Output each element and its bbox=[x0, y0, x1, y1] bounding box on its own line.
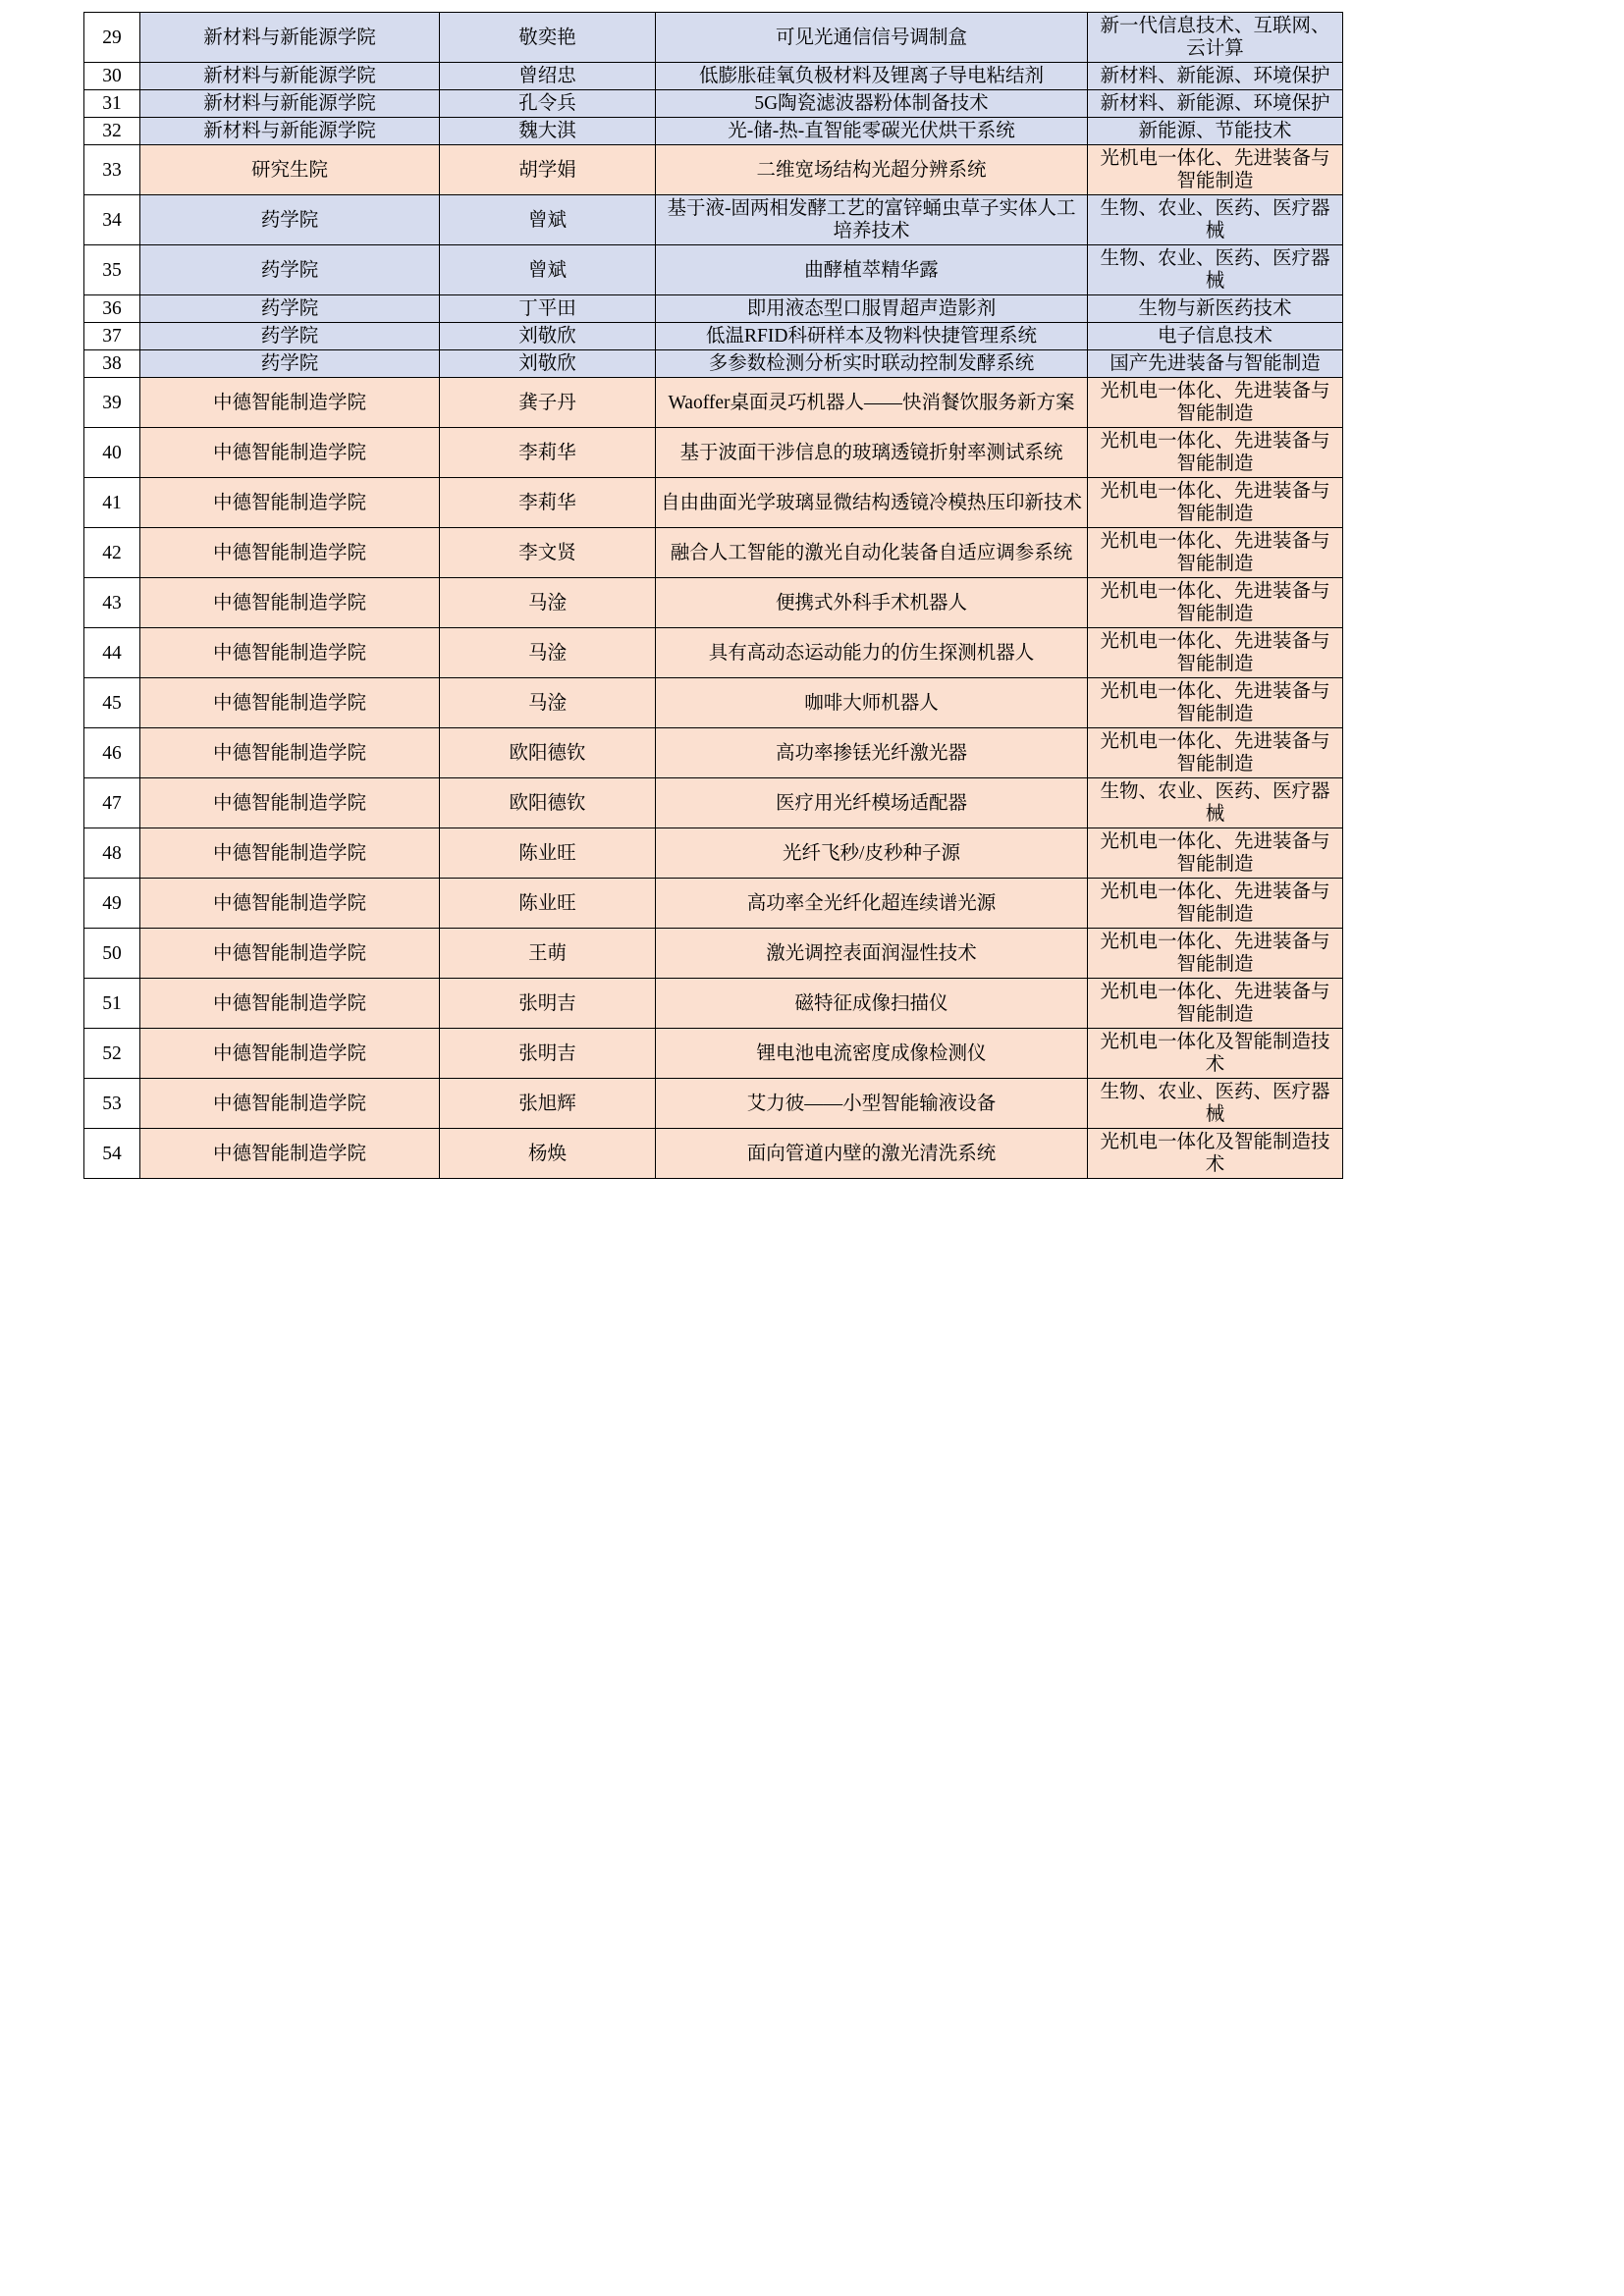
row-index: 47 bbox=[84, 778, 140, 828]
table-row bbox=[84, 929, 1343, 979]
cell-tech-field: 国产先进装备与智能制造 bbox=[1088, 350, 1343, 378]
cell-tech-field: 生物与新医药技术 bbox=[1088, 295, 1343, 323]
cell-department: 中德智能制造学院 bbox=[140, 728, 440, 778]
projects-table bbox=[83, 12, 1343, 1179]
cell-tech-field: 光机电一体化及智能制造技术 bbox=[1088, 1129, 1343, 1179]
row-index: 52 bbox=[84, 1029, 140, 1079]
cell-leader-name: 陈业旺 bbox=[440, 828, 656, 879]
row-index: 42 bbox=[84, 528, 140, 578]
row-index: 30 bbox=[84, 63, 140, 90]
row-index: 36 bbox=[84, 295, 140, 323]
row-index: 49 bbox=[84, 879, 140, 929]
cell-leader-name: 欧阳德钦 bbox=[440, 728, 656, 778]
cell-leader-name: 龚子丹 bbox=[440, 378, 656, 428]
row-index: 31 bbox=[84, 90, 140, 118]
row-index: 50 bbox=[84, 929, 140, 979]
cell-department: 中德智能制造学院 bbox=[140, 929, 440, 979]
cell-leader-name: 杨焕 bbox=[440, 1129, 656, 1179]
cell-tech-field: 光机电一体化、先进装备与智能制造 bbox=[1088, 979, 1343, 1029]
table-row bbox=[84, 90, 1343, 118]
cell-tech-field: 生物、农业、医药、医疗器械 bbox=[1088, 245, 1343, 295]
table-row bbox=[84, 195, 1343, 245]
cell-department: 药学院 bbox=[140, 295, 440, 323]
cell-leader-name: 陈业旺 bbox=[440, 879, 656, 929]
cell-department: 中德智能制造学院 bbox=[140, 1129, 440, 1179]
cell-tech-field: 新能源、节能技术 bbox=[1088, 118, 1343, 145]
cell-leader-name: 曾绍忠 bbox=[440, 63, 656, 90]
cell-department: 中德智能制造学院 bbox=[140, 828, 440, 879]
table-row bbox=[84, 350, 1343, 378]
cell-department: 研究生院 bbox=[140, 145, 440, 195]
cell-department: 新材料与新能源学院 bbox=[140, 90, 440, 118]
cell-department: 中德智能制造学院 bbox=[140, 578, 440, 628]
table-row bbox=[84, 13, 1343, 63]
cell-project-title: 5G陶瓷滤波器粉体制备技术 bbox=[656, 90, 1088, 118]
table-row bbox=[84, 323, 1343, 350]
cell-leader-name: 孔令兵 bbox=[440, 90, 656, 118]
table-row bbox=[84, 828, 1343, 879]
cell-tech-field: 生物、农业、医药、医疗器械 bbox=[1088, 1079, 1343, 1129]
cell-tech-field: 光机电一体化及智能制造技术 bbox=[1088, 1029, 1343, 1079]
cell-leader-name: 马淦 bbox=[440, 678, 656, 728]
cell-leader-name: 曾斌 bbox=[440, 245, 656, 295]
table-row bbox=[84, 378, 1343, 428]
cell-project-title: Waoffer桌面灵巧机器人——快消餐饮服务新方案 bbox=[656, 378, 1088, 428]
cell-department: 中德智能制造学院 bbox=[140, 979, 440, 1029]
cell-tech-field: 光机电一体化、先进装备与智能制造 bbox=[1088, 929, 1343, 979]
cell-project-title: 低温RFID科研样本及物料快捷管理系统 bbox=[656, 323, 1088, 350]
table-row bbox=[84, 979, 1343, 1029]
table-row bbox=[84, 678, 1343, 728]
cell-project-title: 面向管道内壁的激光清洗系统 bbox=[656, 1129, 1088, 1179]
cell-leader-name: 张旭辉 bbox=[440, 1079, 656, 1129]
cell-tech-field: 光机电一体化、先进装备与智能制造 bbox=[1088, 528, 1343, 578]
table-row bbox=[84, 528, 1343, 578]
cell-leader-name: 王萌 bbox=[440, 929, 656, 979]
cell-project-title: 基于波面干涉信息的玻璃透镜折射率测试系统 bbox=[656, 428, 1088, 478]
row-index: 39 bbox=[84, 378, 140, 428]
cell-leader-name: 欧阳德钦 bbox=[440, 778, 656, 828]
cell-leader-name: 敬奕艳 bbox=[440, 13, 656, 63]
cell-leader-name: 曾斌 bbox=[440, 195, 656, 245]
cell-project-title: 曲酵植萃精华露 bbox=[656, 245, 1088, 295]
cell-tech-field: 新材料、新能源、环境保护 bbox=[1088, 63, 1343, 90]
row-index: 46 bbox=[84, 728, 140, 778]
table-row bbox=[84, 428, 1343, 478]
row-index: 45 bbox=[84, 678, 140, 728]
cell-project-title: 可见光通信信号调制盒 bbox=[656, 13, 1088, 63]
cell-project-title: 艾力彼——小型智能输液设备 bbox=[656, 1079, 1088, 1129]
table-row bbox=[84, 578, 1343, 628]
cell-department: 中德智能制造学院 bbox=[140, 628, 440, 678]
cell-tech-field: 光机电一体化、先进装备与智能制造 bbox=[1088, 879, 1343, 929]
table-row bbox=[84, 628, 1343, 678]
table-row bbox=[84, 145, 1343, 195]
cell-project-title: 具有高动态运动能力的仿生探测机器人 bbox=[656, 628, 1088, 678]
cell-project-title: 激光调控表面润湿性技术 bbox=[656, 929, 1088, 979]
table-row bbox=[84, 118, 1343, 145]
table-row bbox=[84, 728, 1343, 778]
cell-project-title: 多参数检测分析实时联动控制发酵系统 bbox=[656, 350, 1088, 378]
table-row bbox=[84, 1129, 1343, 1179]
cell-department: 中德智能制造学院 bbox=[140, 678, 440, 728]
cell-leader-name: 丁平田 bbox=[440, 295, 656, 323]
row-index: 41 bbox=[84, 478, 140, 528]
cell-tech-field: 新材料、新能源、环境保护 bbox=[1088, 90, 1343, 118]
row-index: 53 bbox=[84, 1079, 140, 1129]
cell-project-title: 咖啡大师机器人 bbox=[656, 678, 1088, 728]
cell-leader-name: 张明吉 bbox=[440, 979, 656, 1029]
cell-project-title: 医疗用光纤模场适配器 bbox=[656, 778, 1088, 828]
row-index: 37 bbox=[84, 323, 140, 350]
cell-tech-field: 光机电一体化、先进装备与智能制造 bbox=[1088, 828, 1343, 879]
cell-leader-name: 魏大淇 bbox=[440, 118, 656, 145]
cell-tech-field: 光机电一体化、先进装备与智能制造 bbox=[1088, 145, 1343, 195]
cell-leader-name: 李莉华 bbox=[440, 478, 656, 528]
row-index: 40 bbox=[84, 428, 140, 478]
cell-tech-field: 光机电一体化、先进装备与智能制造 bbox=[1088, 578, 1343, 628]
cell-project-title: 便携式外科手术机器人 bbox=[656, 578, 1088, 628]
row-index: 44 bbox=[84, 628, 140, 678]
row-index: 48 bbox=[84, 828, 140, 879]
cell-project-title: 光-储-热-直智能零碳光伏烘干系统 bbox=[656, 118, 1088, 145]
cell-department: 新材料与新能源学院 bbox=[140, 13, 440, 63]
cell-tech-field: 电子信息技术 bbox=[1088, 323, 1343, 350]
cell-project-title: 二维宽场结构光超分辨系统 bbox=[656, 145, 1088, 195]
cell-project-title: 光纤飞秒/皮秒种子源 bbox=[656, 828, 1088, 879]
cell-tech-field: 新一代信息技术、互联网、云计算 bbox=[1088, 13, 1343, 63]
cell-project-title: 融合人工智能的激光自动化装备自适应调参系统 bbox=[656, 528, 1088, 578]
cell-department: 药学院 bbox=[140, 195, 440, 245]
cell-leader-name: 刘敬欣 bbox=[440, 323, 656, 350]
cell-leader-name: 胡学娟 bbox=[440, 145, 656, 195]
table-row bbox=[84, 778, 1343, 828]
cell-department: 新材料与新能源学院 bbox=[140, 63, 440, 90]
cell-tech-field: 生物、农业、医药、医疗器械 bbox=[1088, 195, 1343, 245]
row-index: 33 bbox=[84, 145, 140, 195]
cell-department: 中德智能制造学院 bbox=[140, 1029, 440, 1079]
cell-tech-field: 光机电一体化、先进装备与智能制造 bbox=[1088, 478, 1343, 528]
cell-department: 药学院 bbox=[140, 323, 440, 350]
row-index: 43 bbox=[84, 578, 140, 628]
cell-department: 药学院 bbox=[140, 350, 440, 378]
cell-department: 中德智能制造学院 bbox=[140, 428, 440, 478]
cell-department: 中德智能制造学院 bbox=[140, 778, 440, 828]
cell-tech-field: 生物、农业、医药、医疗器械 bbox=[1088, 778, 1343, 828]
cell-project-title: 锂电池电流密度成像检测仪 bbox=[656, 1029, 1088, 1079]
cell-department: 药学院 bbox=[140, 245, 440, 295]
cell-leader-name: 李文贤 bbox=[440, 528, 656, 578]
cell-project-title: 基于液-固两相发酵工艺的富锌蛹虫草子实体人工培养技术 bbox=[656, 195, 1088, 245]
cell-project-title: 即用液态型口服胃超声造影剂 bbox=[656, 295, 1088, 323]
cell-department: 中德智能制造学院 bbox=[140, 528, 440, 578]
cell-department: 中德智能制造学院 bbox=[140, 1079, 440, 1129]
row-index: 35 bbox=[84, 245, 140, 295]
cell-project-title: 自由曲面光学玻璃显微结构透镜冷模热压印新技术 bbox=[656, 478, 1088, 528]
row-index: 34 bbox=[84, 195, 140, 245]
row-index: 51 bbox=[84, 979, 140, 1029]
table-row bbox=[84, 478, 1343, 528]
table-body bbox=[84, 13, 1343, 1179]
cell-department: 中德智能制造学院 bbox=[140, 478, 440, 528]
table-row bbox=[84, 879, 1343, 929]
cell-project-title: 高功率全光纤化超连续谱光源 bbox=[656, 879, 1088, 929]
cell-project-title: 低膨胀硅氧负极材料及锂离子导电粘结剂 bbox=[656, 63, 1088, 90]
table-row bbox=[84, 295, 1343, 323]
cell-tech-field: 光机电一体化、先进装备与智能制造 bbox=[1088, 678, 1343, 728]
cell-department: 中德智能制造学院 bbox=[140, 879, 440, 929]
row-index: 32 bbox=[84, 118, 140, 145]
cell-tech-field: 光机电一体化、先进装备与智能制造 bbox=[1088, 728, 1343, 778]
cell-tech-field: 光机电一体化、先进装备与智能制造 bbox=[1088, 628, 1343, 678]
table-row bbox=[84, 1029, 1343, 1079]
cell-tech-field: 光机电一体化、先进装备与智能制造 bbox=[1088, 378, 1343, 428]
cell-leader-name: 马淦 bbox=[440, 628, 656, 678]
table-row bbox=[84, 1079, 1343, 1129]
row-index: 29 bbox=[84, 13, 140, 63]
row-index: 38 bbox=[84, 350, 140, 378]
cell-department: 中德智能制造学院 bbox=[140, 378, 440, 428]
cell-leader-name: 李莉华 bbox=[440, 428, 656, 478]
cell-tech-field: 光机电一体化、先进装备与智能制造 bbox=[1088, 428, 1343, 478]
row-index: 54 bbox=[84, 1129, 140, 1179]
cell-project-title: 高功率掺铥光纤激光器 bbox=[656, 728, 1088, 778]
cell-project-title: 磁特征成像扫描仪 bbox=[656, 979, 1088, 1029]
cell-leader-name: 刘敬欣 bbox=[440, 350, 656, 378]
table-row bbox=[84, 245, 1343, 295]
cell-leader-name: 张明吉 bbox=[440, 1029, 656, 1079]
cell-department: 新材料与新能源学院 bbox=[140, 118, 440, 145]
table-row bbox=[84, 63, 1343, 90]
cell-leader-name: 马淦 bbox=[440, 578, 656, 628]
